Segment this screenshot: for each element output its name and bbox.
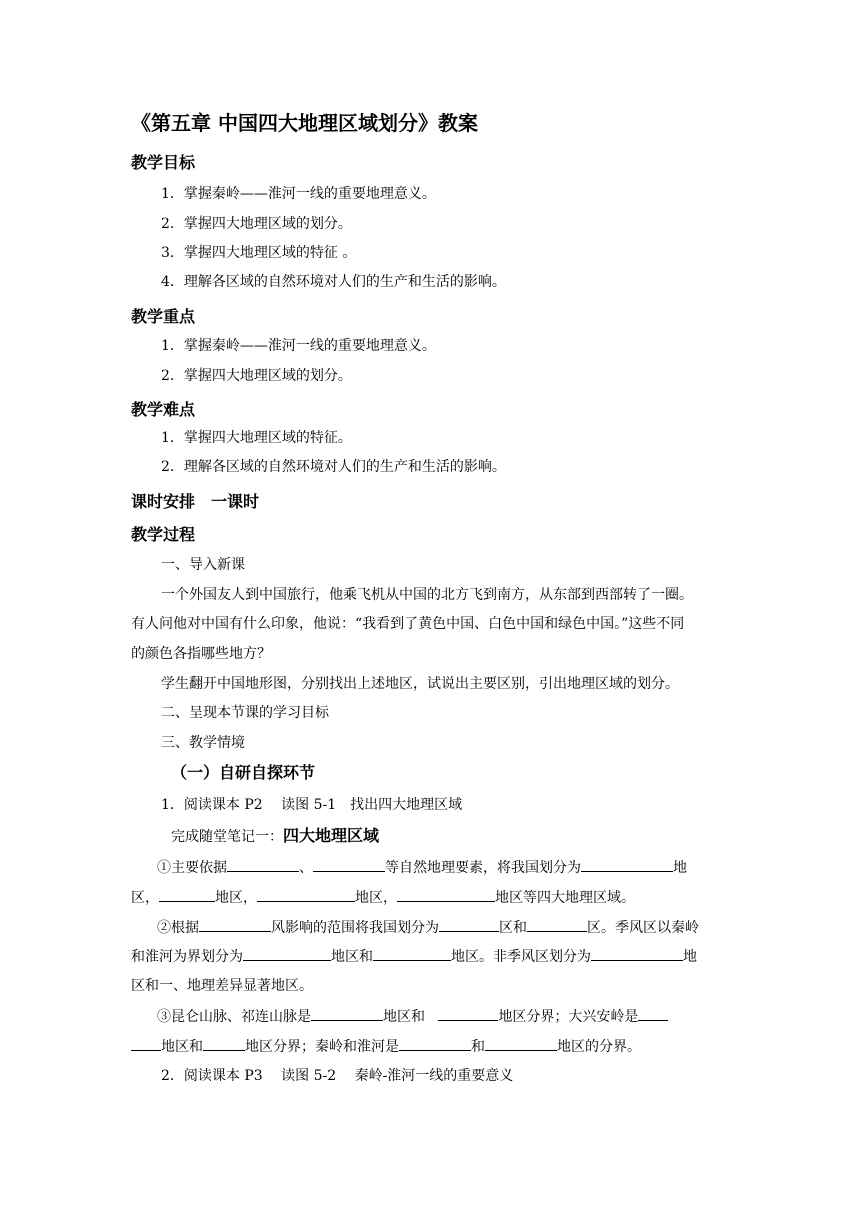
text: 区。季风区以秦岭: [587, 920, 699, 936]
text: 区和: [499, 920, 527, 936]
text: 和: [471, 1039, 485, 1055]
text: 地: [683, 949, 697, 965]
key-points-heading: 教学重点: [131, 307, 196, 326]
text: ②根据: [157, 920, 199, 936]
reading-instruction: 1．阅读课本 P2 读图 5-1 找出四大地理区域: [161, 797, 463, 813]
note-heading: [171, 826, 379, 847]
fill-in-line: 区和一、地理差异显著地区。: [131, 978, 313, 994]
answer-blank[interactable]: [243, 946, 331, 961]
text: 地: [673, 860, 687, 876]
section-intro: 一、导入新课: [161, 557, 245, 573]
text: 地区和: [331, 949, 373, 965]
note-prefix: 完成随堂笔记一：: [171, 829, 283, 845]
text: 地区。非季风区划分为: [451, 949, 591, 965]
fill-in-line: [157, 857, 687, 878]
text: 地区分界；秦岭和淮河是: [245, 1039, 399, 1055]
text: ③昆仑山脉、祁连山脉是: [157, 1009, 311, 1025]
text: 地区，: [215, 890, 257, 906]
text: 地区，: [355, 890, 397, 906]
key-item: 1．掌握秦岭——淮河一线的重要地理意义。: [161, 338, 436, 354]
text: 等自然地理要素，将我国划分为: [385, 860, 581, 876]
fill-in-line: [157, 917, 699, 938]
subsection-heading: （一）自研自探环节: [171, 763, 316, 782]
goal-item: 1．掌握秦岭——淮河一线的重要地理意义。: [161, 186, 436, 202]
paragraph-line: 学生翻开中国地形图，分别找出上述地区，试说出主要区别，引出地理区域的划分。: [161, 676, 679, 692]
fill-in-line: [131, 946, 697, 967]
answer-blank[interactable]: [227, 857, 299, 872]
fill-in-line: [131, 887, 635, 908]
answer-blank[interactable]: [397, 887, 495, 902]
answer-blank[interactable]: [527, 917, 587, 932]
text: 和淮河为界划分为: [131, 949, 243, 965]
answer-blank[interactable]: [581, 857, 673, 872]
text: 地区等四大地理区域。: [495, 890, 635, 906]
text: 地区的分界。: [557, 1039, 641, 1055]
text: 地区和: [383, 1009, 425, 1025]
paragraph-line: 一个外国友人到中国旅行，他乘飞机从中国的北方飞到南方，从东部到西部转了一圈。: [161, 587, 693, 603]
paragraph-line: 有人问他对中国有什么印象，他说：“我看到了黄色中国、白色中国和绿色中国。”这些不同: [131, 616, 685, 632]
reading-instruction: 2．阅读课本 P3 读图 5-2 秦岭-淮河一线的重要意义: [161, 1068, 514, 1084]
answer-blank[interactable]: [638, 1006, 668, 1021]
answer-blank[interactable]: [373, 946, 451, 961]
answer-blank[interactable]: [159, 887, 215, 902]
text: 风影响的范围将我国划分为: [271, 920, 439, 936]
answer-blank[interactable]: [485, 1036, 557, 1051]
answer-blank[interactable]: [131, 1036, 161, 1051]
goals-heading: 教学目标: [131, 153, 196, 172]
text: 地区分界；大兴安岭是: [498, 1009, 639, 1025]
answer-blank[interactable]: [257, 887, 355, 902]
fill-in-line: [157, 1006, 668, 1027]
text: ①主要依据: [157, 860, 227, 876]
note-title: 四大地理区域: [283, 826, 380, 845]
goal-item: 4．理解各区域的自然环境对人们的生产和生活的影响。: [161, 274, 506, 290]
section-situation: 三、教学情境: [161, 735, 245, 751]
answer-blank[interactable]: [199, 917, 271, 932]
process-heading: 教学过程: [131, 525, 196, 544]
answer-blank[interactable]: [591, 946, 683, 961]
paragraph-line: 的颜色各指哪些地方？: [131, 646, 271, 662]
goal-item: 3．掌握四大地理区域的特征 。: [161, 245, 357, 261]
document-title: 《第五章 中国四大地理区域划分》教案: [131, 111, 478, 135]
text: 、: [299, 860, 313, 876]
difficult-item: 2．理解各区域的自然环境对人们的生产和生活的影响。: [161, 459, 506, 475]
answer-blank[interactable]: [203, 1036, 245, 1051]
answer-blank[interactable]: [313, 857, 385, 872]
answer-blank[interactable]: [439, 917, 499, 932]
section-objectives: 二、呈现本节课的学习目标: [161, 705, 329, 721]
fill-in-line: [131, 1036, 641, 1057]
answer-blank[interactable]: [438, 1006, 498, 1021]
difficult-item: 1．掌握四大地理区域的特征。: [161, 430, 352, 446]
text: 地区和: [161, 1039, 203, 1055]
schedule-heading: 课时安排 一课时: [131, 492, 260, 511]
answer-blank[interactable]: [311, 1006, 383, 1021]
answer-blank[interactable]: [399, 1036, 471, 1051]
key-item: 2．掌握四大地理区域的划分。: [161, 368, 352, 384]
goal-item: 2．掌握四大地理区域的划分。: [161, 216, 352, 232]
text: 区，: [131, 890, 159, 906]
difficult-points-heading: 教学难点: [131, 400, 196, 419]
